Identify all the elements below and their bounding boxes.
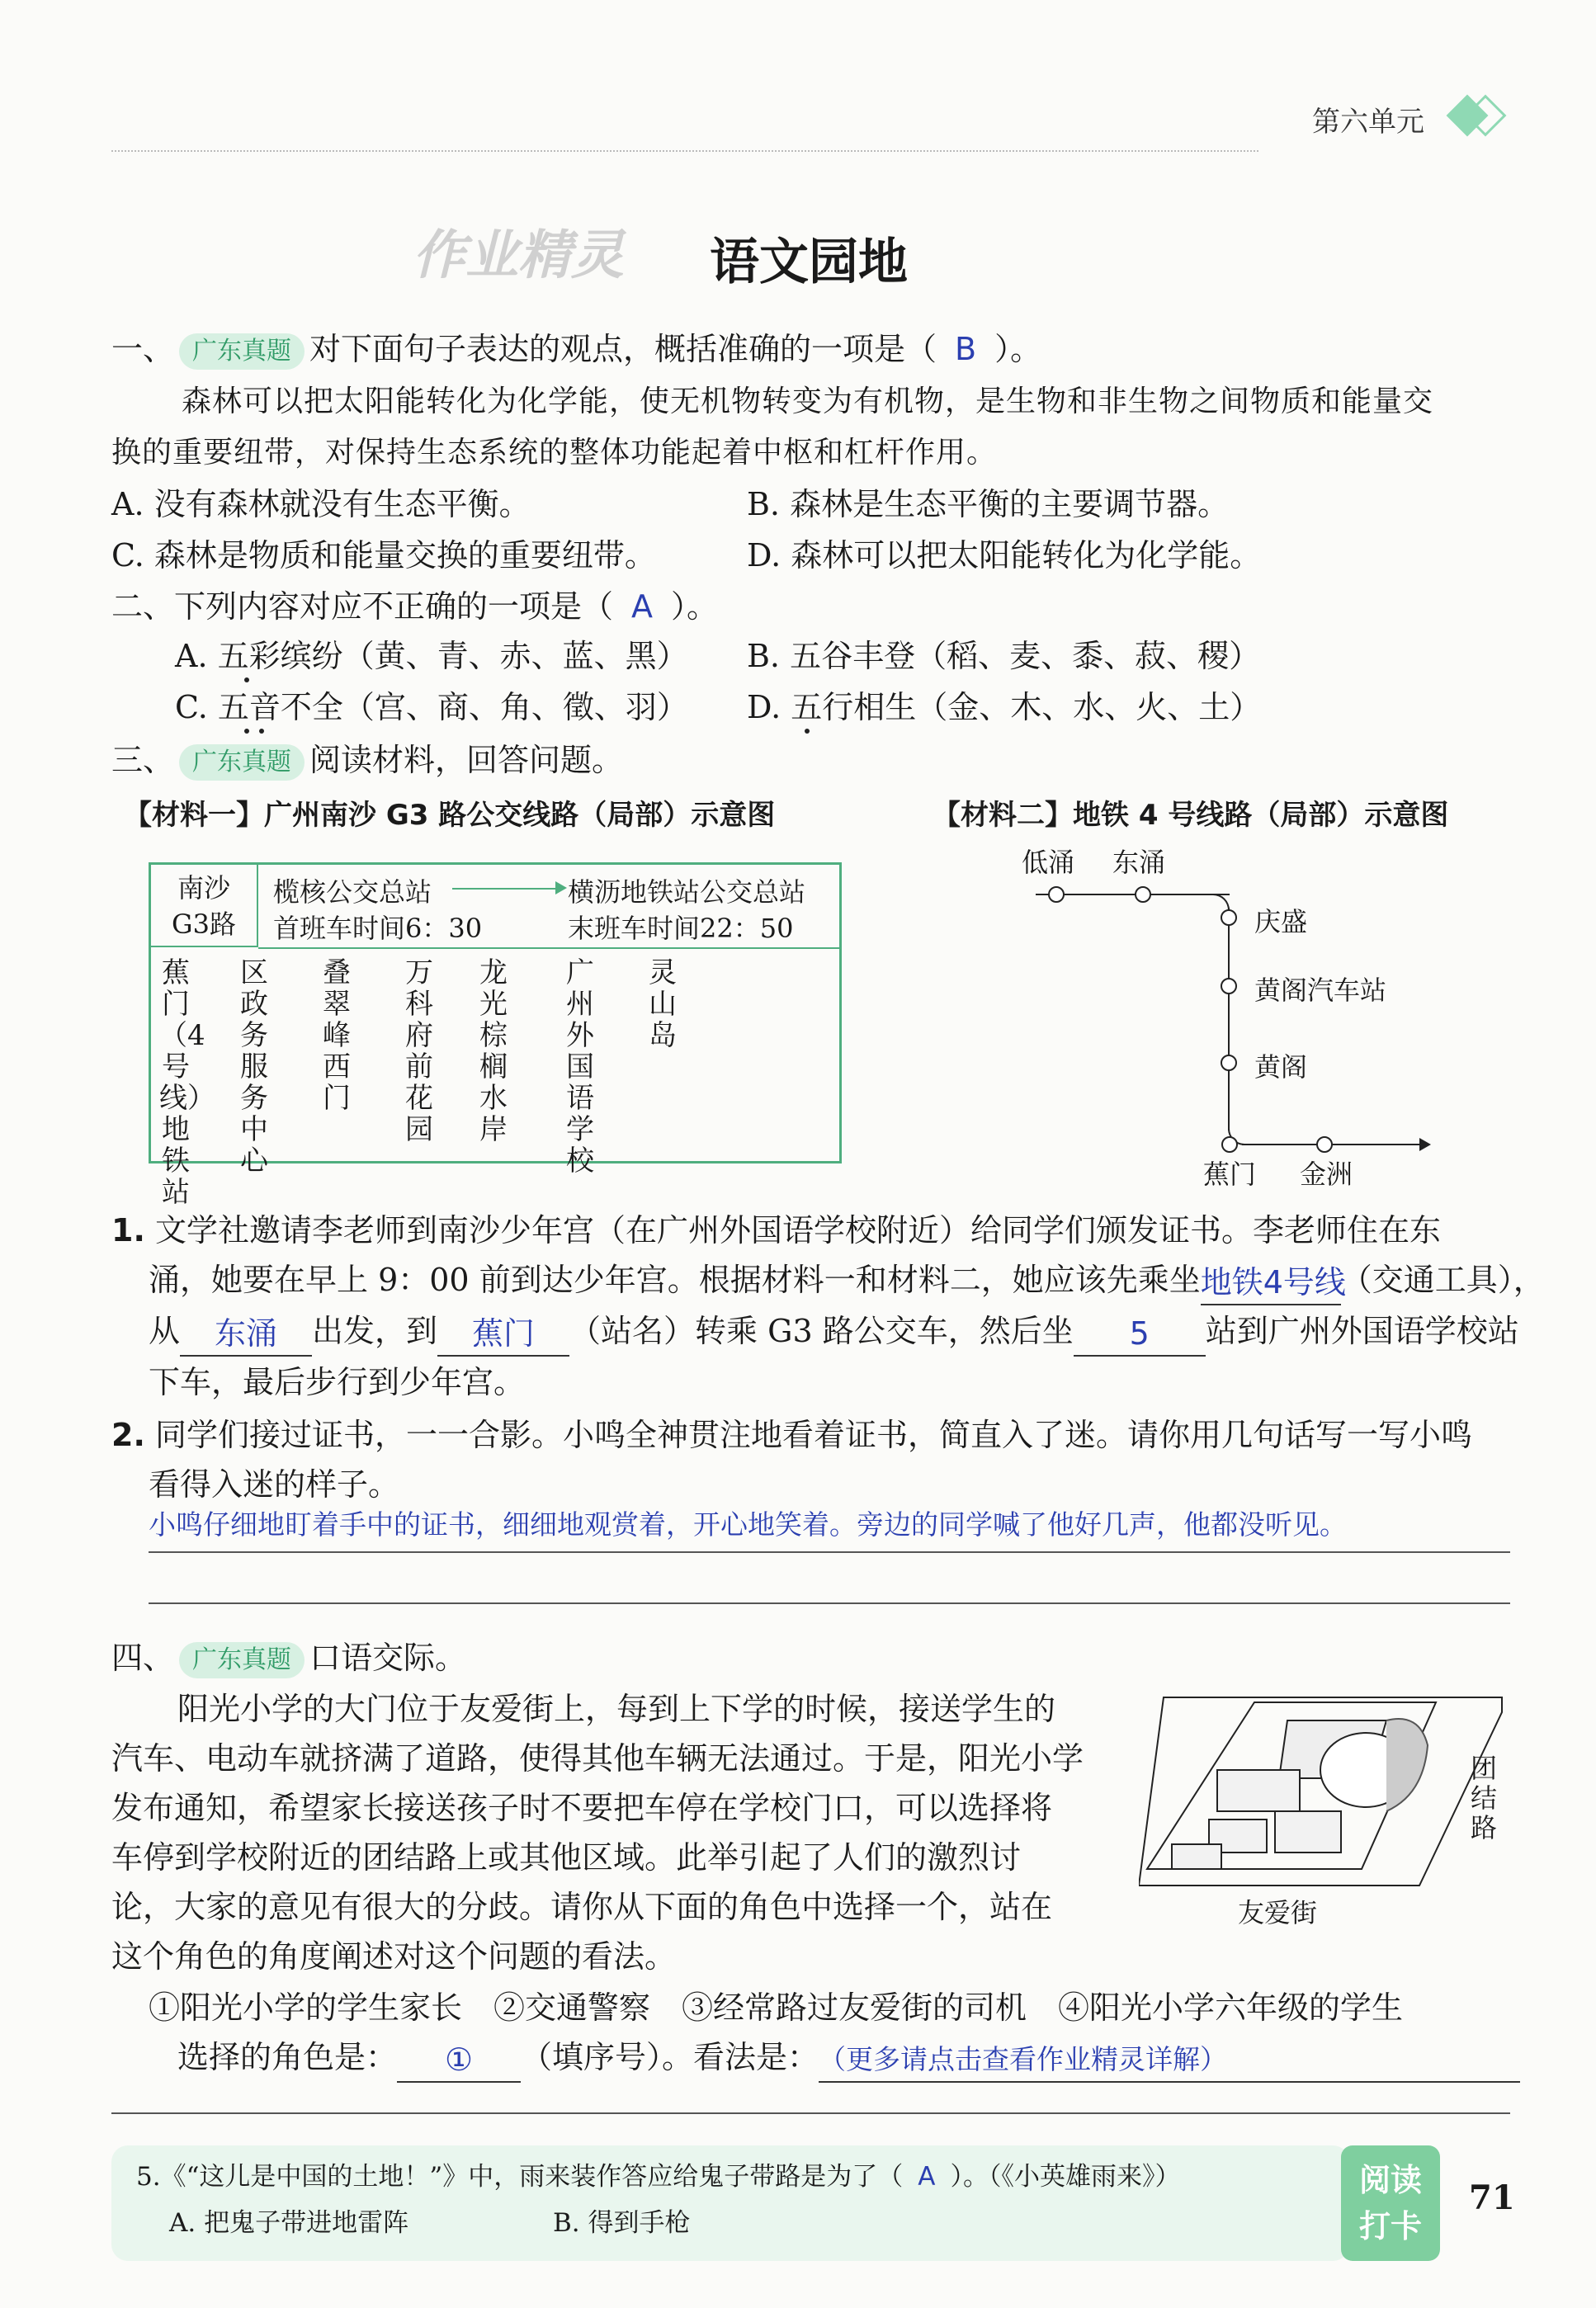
- station-label: 黄阁: [1254, 1051, 1308, 1083]
- station-label: 黄阁汽车站: [1254, 975, 1387, 1006]
- q2-option-c: C. 五音不全（宫、商、角、徵、羽）: [175, 689, 688, 725]
- answer-view[interactable]: （更多请点击查看作业精灵详解）: [819, 2038, 1520, 2083]
- q1-answer: B: [955, 331, 977, 367]
- sub2-answer: 小鸣仔细地盯着手中的证书，细细地观赏着，开心地笑着。旁边的同学喊了他好几声，他都没听见。: [149, 1508, 1347, 1541]
- q2-option-a: A. 五彩缤纷（黄、青、赤、蓝、黑）: [175, 638, 688, 674]
- sub2-line1: 2. 同学们接过证书，一一合影。小鸣全神贯注地看着证书，简直入了迷。请你用几句话写一写小鸣: [111, 1417, 1472, 1453]
- q5-answer: A: [918, 2162, 936, 2192]
- to-stop: 横沥地铁站公交总站: [568, 876, 806, 908]
- emphasis-dot: [259, 729, 264, 734]
- q4-para-line: 论，大家的意见有很大的分歧。请你从下面的角色中选择一个，站在: [111, 1889, 1053, 1925]
- q4-choose: 选择的角色是： ① （填序号）。看法是：（更多请点击查看作业精灵详解）: [177, 2032, 1520, 2083]
- tag-badge: 广东真题: [179, 744, 305, 781]
- answer-role: ①: [397, 2038, 521, 2083]
- road-label: 团结路: [1470, 1753, 1497, 1843]
- q4-stem: 四、 广东真题 口语交际。: [111, 1632, 466, 1683]
- arrow-line: [452, 888, 560, 890]
- bus-stop: 万科府前花园: [405, 956, 433, 1146]
- answer-to: 蕉门: [437, 1312, 569, 1357]
- q1-option-b: B. 森林是生态平衡的主要调节器。: [747, 486, 1230, 522]
- q2-answer: A: [631, 588, 654, 625]
- q1-option-d: D. 森林可以把太阳能转化为化学能。: [747, 537, 1262, 573]
- station-marker: [1221, 978, 1237, 994]
- q2-option-b: B. 五谷丰登（稻、麦、黍、菽、稷）: [747, 638, 1261, 674]
- answer-line: [149, 1602, 1510, 1604]
- footer-question: 5.《“这儿是中国的土地！”》中，雨来装作答应给鬼子带路是为了（ A ）。（《小英雄雨来》）: [136, 2162, 1181, 2192]
- line-segment: [1228, 908, 1230, 1130]
- q4-para-line: 发布通知，希望家长接送孩子时不要把车停在学校门口，可以选择将: [111, 1790, 1053, 1826]
- material2-title: 【材料二】地铁 4 号线路（局部）示意图: [933, 799, 1449, 832]
- line-corner: [1213, 894, 1230, 910]
- answer-stops: 5: [1074, 1312, 1206, 1357]
- station-marker: [1048, 886, 1065, 903]
- station-marker: [1316, 1136, 1333, 1153]
- answer-line: [111, 2112, 1510, 2114]
- last-bus: 末班车时间22：50: [568, 913, 794, 944]
- station-label: 低涌: [1022, 847, 1075, 878]
- q1-passage-line1: 森林可以把太阳能转化为化学能，使无机物转变为有机物，是生物和非生物之间物质和能量交: [182, 385, 1434, 418]
- sub1-line3: 从 东涌 出发，到 蕉门 （站名）转乘 G3 路公交车，然后坐 5 站到广州外国语学校站: [149, 1305, 1519, 1357]
- watermark: 作业精灵: [413, 225, 624, 286]
- q1-option-c: C. 森林是物质和能量交换的重要纽带。: [111, 537, 656, 573]
- station-marker: [1221, 1055, 1237, 1071]
- bus-stop: 蕉门（4号线）地铁站: [159, 956, 215, 1209]
- sub1-line2: 涌，她要在早上 9：00 前到达少年宫。根据材料一和材料二，她应该先乘坐地铁4号线（交通工具），: [149, 1254, 1545, 1305]
- school-map-icon: [1139, 1696, 1518, 1927]
- spacer: [209, 957, 242, 990]
- q4-para-line: 汽车、电动车就挤满了道路，使得其他车辆无法通过。于是，阳光小学: [111, 1740, 1084, 1777]
- q1-option-a: A. 没有森林就没有生态平衡。: [111, 486, 531, 522]
- emphasis-dot: [244, 677, 249, 682]
- station-marker: [1135, 886, 1151, 903]
- bus-route-table: [149, 862, 842, 1209]
- q4-para-line: 车停到学校附近的团结路上或其他区域。此举引起了人们的激烈讨: [111, 1839, 1022, 1876]
- emphasis-dot: [244, 729, 249, 734]
- emphasis-dot: [805, 729, 810, 734]
- arrow-head-icon: [555, 881, 567, 894]
- station-label: 蕉门: [1203, 1159, 1257, 1190]
- page-title: 语文园地: [710, 234, 908, 291]
- bus-stop: 灵山岛: [649, 956, 677, 1052]
- page-number: 71: [1469, 2178, 1515, 2217]
- sub2-line2: 看得入迷的样子。: [149, 1466, 400, 1503]
- first-bus: 首班车时间6：30: [273, 913, 483, 944]
- material1-title: 【材料一】广州南沙 G3 路公交线路（局部）示意图: [124, 799, 776, 832]
- station-marker: [1221, 909, 1237, 926]
- road-label: 友爱街: [1238, 1897, 1318, 1928]
- q4-para-line: 这个角色的角度阐述对这个问题的看法。: [111, 1938, 677, 1975]
- answer-line: [149, 1551, 1510, 1553]
- arrow-head-icon: [1419, 1138, 1431, 1151]
- q2-option-d: D. 五行相生（金、木、水、火、土）: [747, 689, 1262, 725]
- header-rule: [111, 150, 1258, 152]
- footer-option-b: B. 得到手枪: [553, 2208, 691, 2238]
- sub1-line1: 1. 文学社邀请李老师到南沙少年宫（在广州外国语学校附近）给同学们颁发证书。李老师住在东: [111, 1212, 1441, 1248]
- from-stop: 榄核公交总站: [273, 876, 432, 908]
- footer-option-a: A. 把鬼子带进地雷阵: [169, 2208, 409, 2238]
- station-label: 金洲: [1300, 1159, 1353, 1190]
- line-segment: [1036, 894, 1230, 895]
- tag-badge: 广东真题: [179, 1642, 305, 1678]
- bus-stop: 叠翠峰西门: [323, 956, 351, 1115]
- tag-badge: 广东真题: [179, 333, 305, 370]
- route-name: 南沙 G3路: [151, 865, 258, 947]
- station-marker: [1221, 1136, 1238, 1153]
- bus-stop: 区政务服务中心: [240, 956, 268, 1178]
- reading-checkin-badge[interactable]: 阅读 打卡: [1341, 2145, 1440, 2261]
- station-label: 庆盛: [1254, 906, 1308, 937]
- answer-from: 东涌: [180, 1312, 312, 1357]
- answer-transport: 地铁4号线: [1201, 1261, 1341, 1305]
- bus-stop: 广州外国语学校: [566, 956, 594, 1178]
- q1-passage-line2: 换的重要纽带，对保持生态系统的整体功能起着中枢和杠杆作用。: [111, 436, 998, 470]
- q1-stem: 一、 广东真题 对下面句子表达的观点，概括准确的一项是（ B ）。: [111, 323, 1041, 375]
- bus-stop: 龙光棕榈水岸: [479, 956, 508, 1146]
- q4-para-line: 阳光小学的大门位于友爱街上，每到上下学的时候，接送学生的: [177, 1691, 1056, 1727]
- q4-roles: ①阳光小学的学生家长 ②交通警察 ③经常路过友爱街的司机 ④阳光小学六年级的学生: [149, 1989, 1404, 2026]
- sub1-line4: 下车，最后步行到少年宫。: [149, 1364, 526, 1400]
- subway-map: [1007, 825, 1419, 1188]
- school-map-illustration: [1139, 1696, 1518, 1927]
- unit-label: 第六单元: [1312, 106, 1424, 139]
- station-label: 东涌: [1112, 847, 1166, 878]
- q2-stem: 二、下列内容对应不正确的一项是（ A ）。: [111, 588, 719, 625]
- q3-stem: 三、 广东真题 阅读材料，回答问题。: [111, 734, 623, 786]
